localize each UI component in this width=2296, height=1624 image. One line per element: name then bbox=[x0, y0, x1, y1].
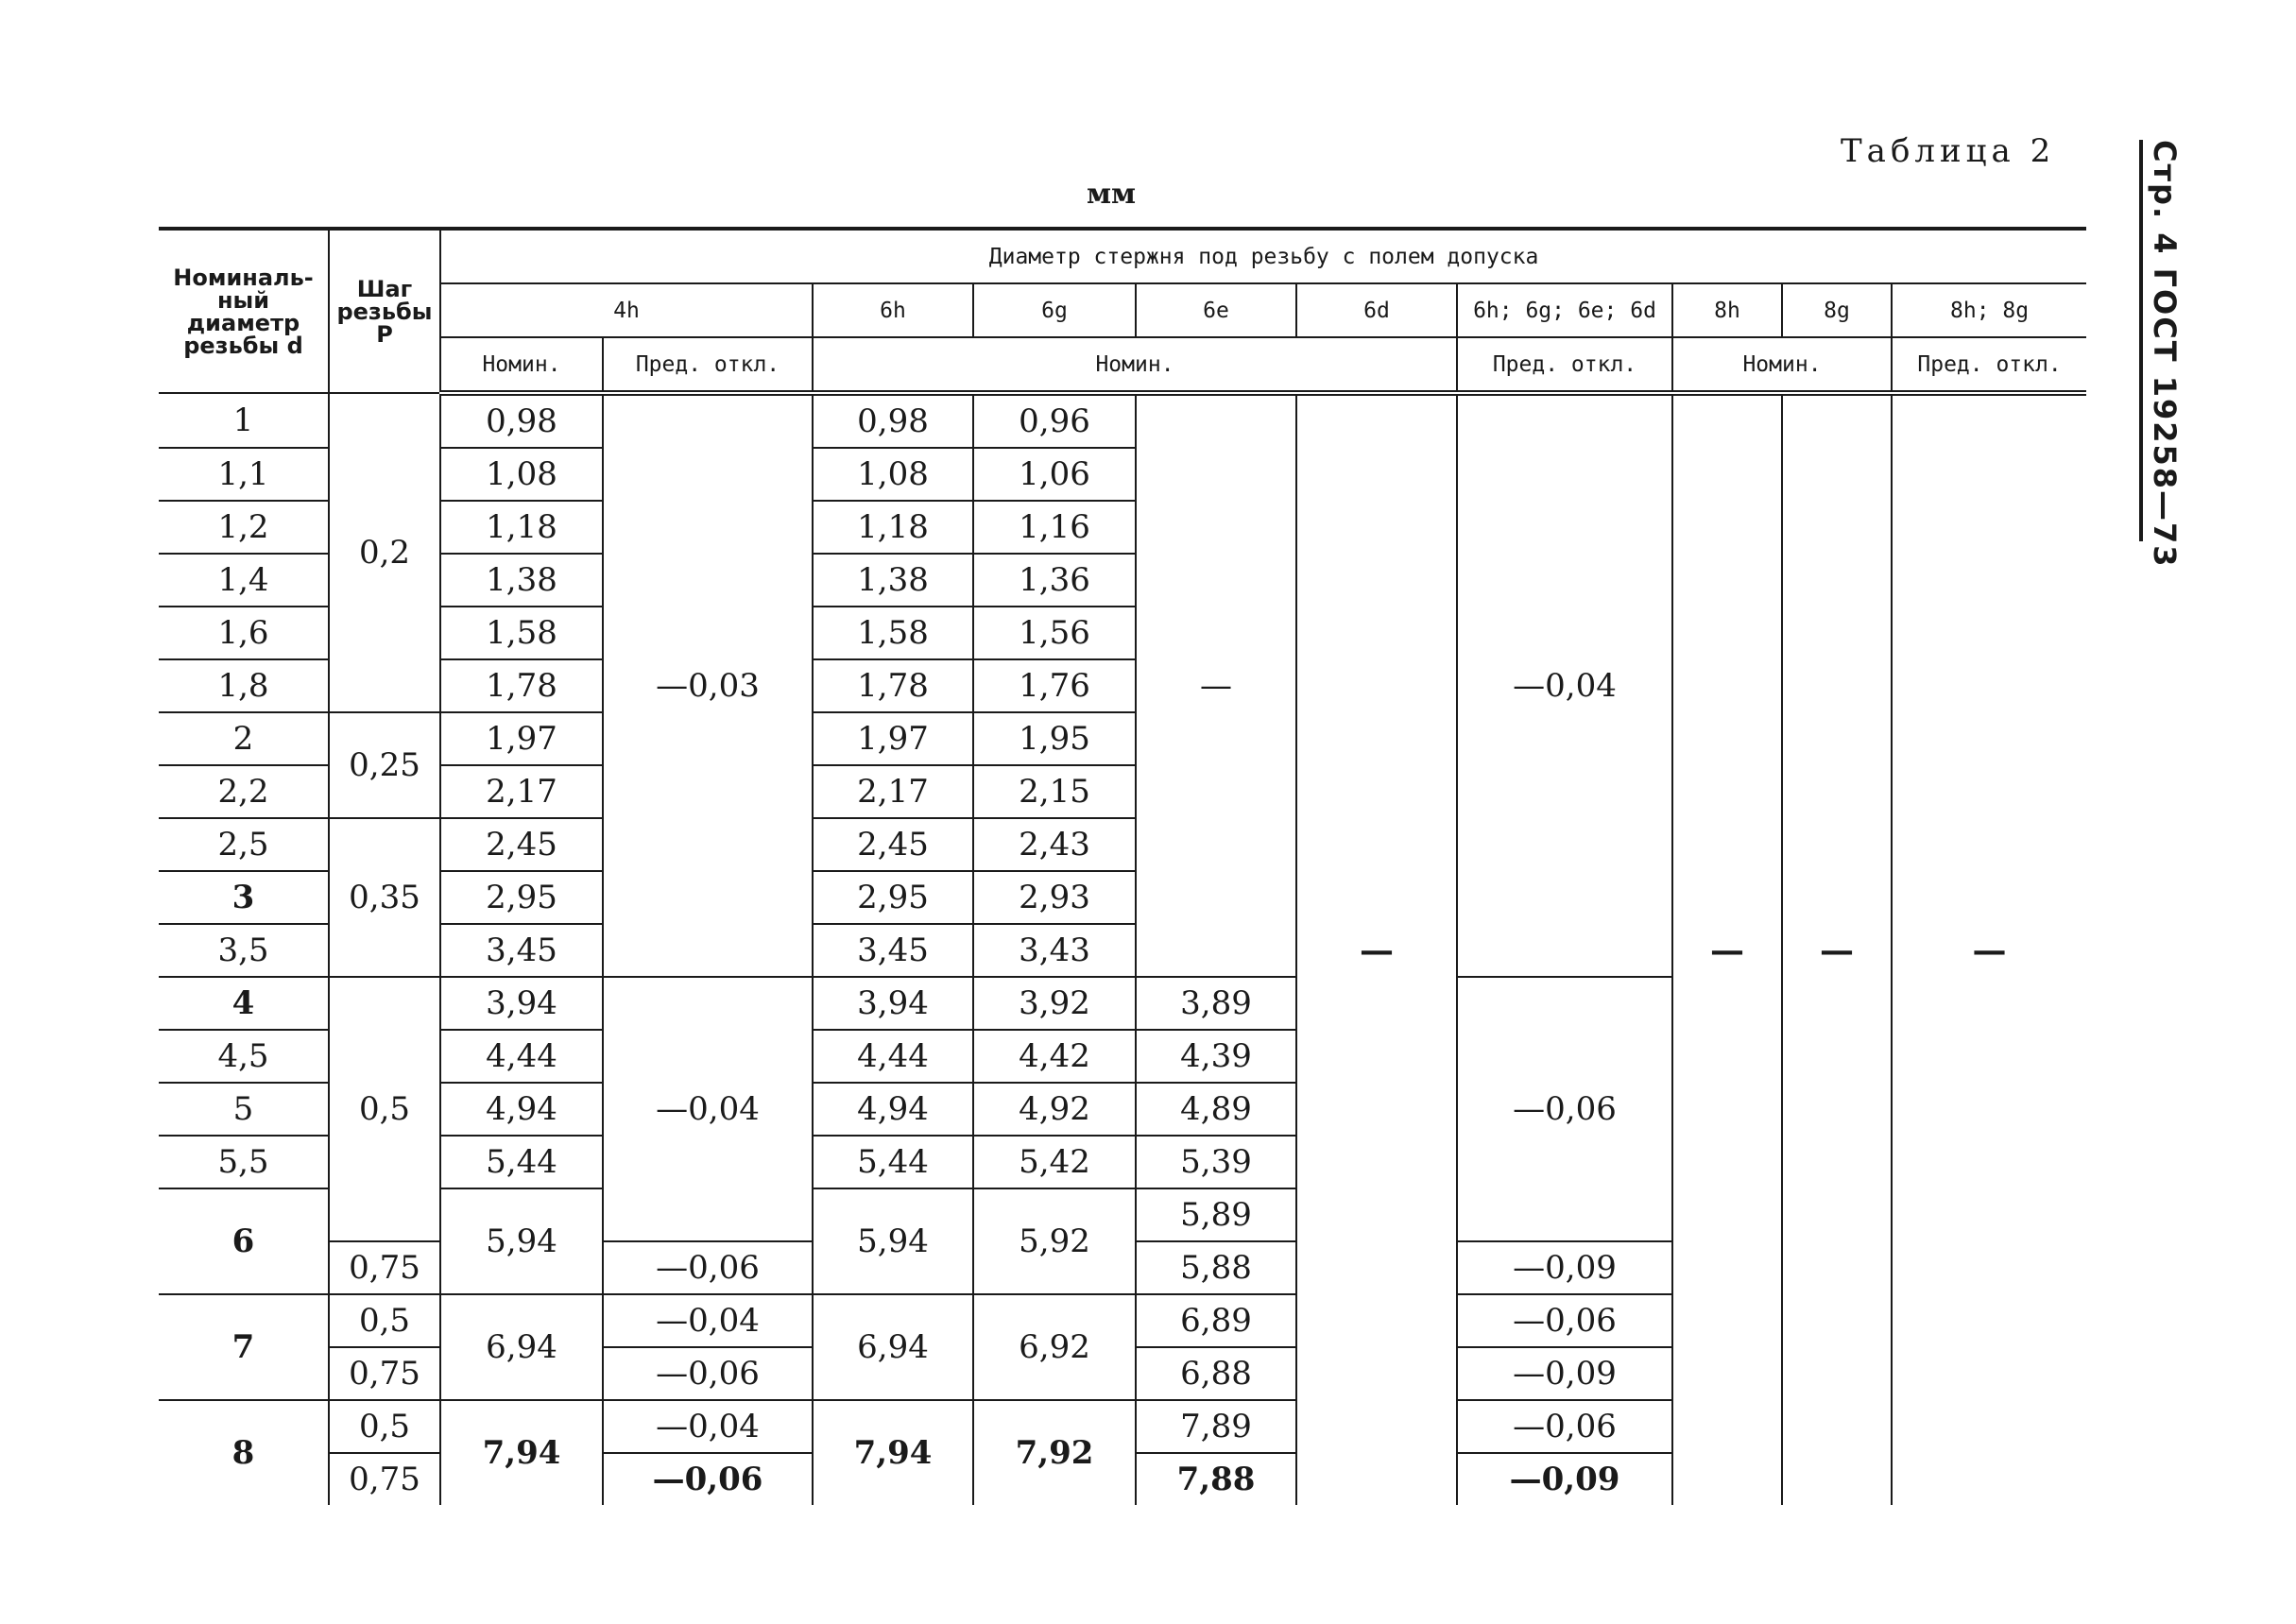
cell-6-dev: —0,09 bbox=[1457, 1347, 1672, 1400]
cell-4h-nom: 3,94 bbox=[440, 977, 603, 1030]
header-8-all: 8h; 8g bbox=[1892, 283, 2086, 337]
cell-4h-dev: —0,03 bbox=[603, 393, 813, 977]
cell-6h-nom: 1,08 bbox=[813, 448, 973, 501]
cell-d: 3 bbox=[159, 871, 329, 924]
cell-6g-nom: 2,43 bbox=[973, 818, 1136, 871]
header-8-nom: Номин. bbox=[1672, 337, 1892, 393]
cell-6-dev: —0,06 bbox=[1457, 1294, 1672, 1347]
cell-4h-dev: —0,04 bbox=[603, 977, 813, 1241]
cell-pitch: 0,5 bbox=[329, 1400, 440, 1453]
cell-4h-nom: 0,98 bbox=[440, 393, 603, 448]
cell-d: 1,6 bbox=[159, 607, 329, 659]
cell-4h-nom: 2,17 bbox=[440, 765, 603, 818]
cell-4h-nom: 7,94 bbox=[440, 1400, 603, 1505]
cell-6g-nom: 1,36 bbox=[973, 554, 1136, 607]
cell-6e-nom: 5,39 bbox=[1136, 1136, 1296, 1188]
header-8-dev: Пред. откл. bbox=[1892, 337, 2086, 393]
cell-4h-nom: 1,18 bbox=[440, 501, 603, 554]
cell-4h-dev: —0,06 bbox=[603, 1241, 813, 1294]
cell-4h-nom: 3,45 bbox=[440, 924, 603, 977]
cell-d: 4,5 bbox=[159, 1030, 329, 1083]
cell-d: 2,5 bbox=[159, 818, 329, 871]
cell-6e-nom: 5,89 bbox=[1136, 1188, 1296, 1241]
header-8h: 8h bbox=[1672, 283, 1782, 337]
cell-4h-dev: —0,06 bbox=[603, 1347, 813, 1400]
header-nominal-diameter: Номиналь-ный диаметр резьбы d bbox=[159, 229, 329, 393]
cell-6h-nom: 1,38 bbox=[813, 554, 973, 607]
cell-6h-nom: 2,45 bbox=[813, 818, 973, 871]
cell-4h-nom: 1,78 bbox=[440, 659, 603, 712]
table-caption: Таблица 2 bbox=[1841, 132, 2056, 170]
cell-6g-nom: 1,06 bbox=[973, 448, 1136, 501]
cell-4h-nom: 1,08 bbox=[440, 448, 603, 501]
cell-6h-nom: 7,94 bbox=[813, 1400, 973, 1505]
cell-d: 1,1 bbox=[159, 448, 329, 501]
cell-6g-nom: 7,92 bbox=[973, 1400, 1136, 1505]
cell-6g-nom: 5,42 bbox=[973, 1136, 1136, 1188]
cell-6e-nom: — bbox=[1136, 393, 1296, 977]
cell-6h-nom: 2,17 bbox=[813, 765, 973, 818]
header-8g: 8g bbox=[1782, 283, 1892, 337]
cell-pitch: 0,2 bbox=[329, 393, 440, 712]
cell-4h-dev: —0,04 bbox=[603, 1294, 813, 1347]
cell-6h-nom: 0,98 bbox=[813, 393, 973, 448]
page-header: Стр. 4 ГОСТ 19258—73 bbox=[2147, 140, 2183, 569]
cell-6e-nom: 7,88 bbox=[1136, 1453, 1296, 1505]
cell-6h-nom: 3,94 bbox=[813, 977, 973, 1030]
header-4h-nom: Номин. bbox=[440, 337, 603, 393]
cell-6g-nom: 6,92 bbox=[973, 1294, 1136, 1400]
header-6h: 6h bbox=[813, 283, 973, 337]
cell-4h-nom: 4,94 bbox=[440, 1083, 603, 1136]
header-group: Диаметр стержня под резьбу с полем допуска bbox=[440, 229, 2086, 283]
cell-6h-nom: 2,95 bbox=[813, 871, 973, 924]
cell-pitch: 0,5 bbox=[329, 1294, 440, 1347]
cell-6g-nom: 1,16 bbox=[973, 501, 1136, 554]
cell-6-dev: —0,06 bbox=[1457, 977, 1672, 1241]
cell-6h-nom: 4,94 bbox=[813, 1083, 973, 1136]
header-thread-pitch: Шаг резьбы P bbox=[329, 229, 440, 393]
cell-d: 5,5 bbox=[159, 1136, 329, 1188]
cell-6h-nom: 5,94 bbox=[813, 1188, 973, 1294]
cell-6h-nom: 1,58 bbox=[813, 607, 973, 659]
cell-6d-nom: — bbox=[1296, 393, 1457, 1505]
cell-pitch: 0,5 bbox=[329, 977, 440, 1241]
header-6-nom: Номин. bbox=[813, 337, 1457, 393]
header-6-dev: Пред. откл. bbox=[1457, 337, 1672, 393]
cell-d: 3,5 bbox=[159, 924, 329, 977]
cell-d: 8 bbox=[159, 1400, 329, 1505]
cell-d: 6 bbox=[159, 1188, 329, 1294]
cell-6e-nom: 4,89 bbox=[1136, 1083, 1296, 1136]
cell-6g-nom: 1,56 bbox=[973, 607, 1136, 659]
cell-4h-nom: 2,95 bbox=[440, 871, 603, 924]
cell-d: 1 bbox=[159, 393, 329, 448]
header-6g: 6g bbox=[973, 283, 1136, 337]
thread-diameter-table bbox=[159, 227, 2086, 1505]
page-header-rule bbox=[2139, 140, 2143, 541]
cell-4h-dev: —0,04 bbox=[603, 1400, 813, 1453]
cell-4h-nom: 5,94 bbox=[440, 1188, 603, 1294]
header-6e: 6e bbox=[1136, 283, 1296, 337]
cell-4h-nom: 6,94 bbox=[440, 1294, 603, 1400]
cell-8-dev: — bbox=[1972, 931, 2007, 970]
cell-4h-nom: 5,44 bbox=[440, 1136, 603, 1188]
cell-pitch: 0,75 bbox=[329, 1453, 440, 1505]
cell-6g-nom: 4,92 bbox=[973, 1083, 1136, 1136]
cell-6g-nom: 3,92 bbox=[973, 977, 1136, 1030]
header-4h-dev: Пред. откл. bbox=[603, 337, 813, 393]
cell-8h-nom: — bbox=[1672, 393, 1782, 1505]
cell-4h-nom: 2,45 bbox=[440, 818, 603, 871]
cell-d: 1,8 bbox=[159, 659, 329, 712]
cell-6e-nom: 3,89 bbox=[1136, 977, 1296, 1030]
cell-6e-nom: 7,89 bbox=[1136, 1400, 1296, 1453]
cell-d: 4 bbox=[159, 977, 329, 1030]
cell-4h-nom: 4,44 bbox=[440, 1030, 603, 1083]
cell-d: 1,2 bbox=[159, 501, 329, 554]
cell-6-dev: —0,09 bbox=[1457, 1241, 1672, 1294]
table-row bbox=[159, 393, 2086, 448]
cell-6e-nom: 6,89 bbox=[1136, 1294, 1296, 1347]
cell-6g-nom: 2,15 bbox=[973, 765, 1136, 818]
cell-d: 2 bbox=[159, 712, 329, 765]
cell-d: 7 bbox=[159, 1294, 329, 1400]
header-4h: 4h bbox=[440, 283, 813, 337]
cell-pitch: 0,75 bbox=[329, 1347, 440, 1400]
cell-6e-nom: 6,88 bbox=[1136, 1347, 1296, 1400]
cell-6h-nom: 1,78 bbox=[813, 659, 973, 712]
cell-d: 5 bbox=[159, 1083, 329, 1136]
cell-6h-nom: 1,97 bbox=[813, 712, 973, 765]
cell-4h-nom: 1,97 bbox=[440, 712, 603, 765]
cell-6-dev: —0,09 bbox=[1457, 1453, 1672, 1505]
header-6-all: 6h; 6g; 6e; 6d bbox=[1457, 283, 1672, 337]
cell-6-dev: —0,06 bbox=[1457, 1400, 1672, 1453]
header-6d: 6d bbox=[1296, 283, 1457, 337]
cell-6g-nom: 1,76 bbox=[973, 659, 1136, 712]
cell-pitch: 0,75 bbox=[329, 1241, 440, 1294]
cell-8g-nom: — bbox=[1782, 393, 1892, 1505]
cell-d: 1,4 bbox=[159, 554, 329, 607]
cell-d: 2,2 bbox=[159, 765, 329, 818]
cell-6g-nom: 4,42 bbox=[973, 1030, 1136, 1083]
cell-6h-nom: 3,45 bbox=[813, 924, 973, 977]
cell-6-dev: —0,04 bbox=[1457, 393, 1672, 977]
cell-6e-nom: 5,88 bbox=[1136, 1241, 1296, 1294]
cell-6g-nom: 2,93 bbox=[973, 871, 1136, 924]
cell-pitch: 0,25 bbox=[329, 712, 440, 818]
cell-6h-nom: 1,18 bbox=[813, 501, 973, 554]
cell-6e-nom: 4,39 bbox=[1136, 1030, 1296, 1083]
cell-6g-nom: 0,96 bbox=[973, 393, 1136, 448]
cell-pitch: 0,35 bbox=[329, 818, 440, 977]
cell-6h-nom: 6,94 bbox=[813, 1294, 973, 1400]
cell-6g-nom: 1,95 bbox=[973, 712, 1136, 765]
cell-6g-nom: 5,92 bbox=[973, 1188, 1136, 1294]
cell-4h-nom: 1,58 bbox=[440, 607, 603, 659]
cell-4h-nom: 1,38 bbox=[440, 554, 603, 607]
cell-6g-nom: 3,43 bbox=[973, 924, 1136, 977]
cell-6h-nom: 5,44 bbox=[813, 1136, 973, 1188]
cell-6h-nom: 4,44 bbox=[813, 1030, 973, 1083]
units-label: мм bbox=[1087, 178, 1137, 211]
cell-4h-dev: —0,06 bbox=[603, 1453, 813, 1505]
